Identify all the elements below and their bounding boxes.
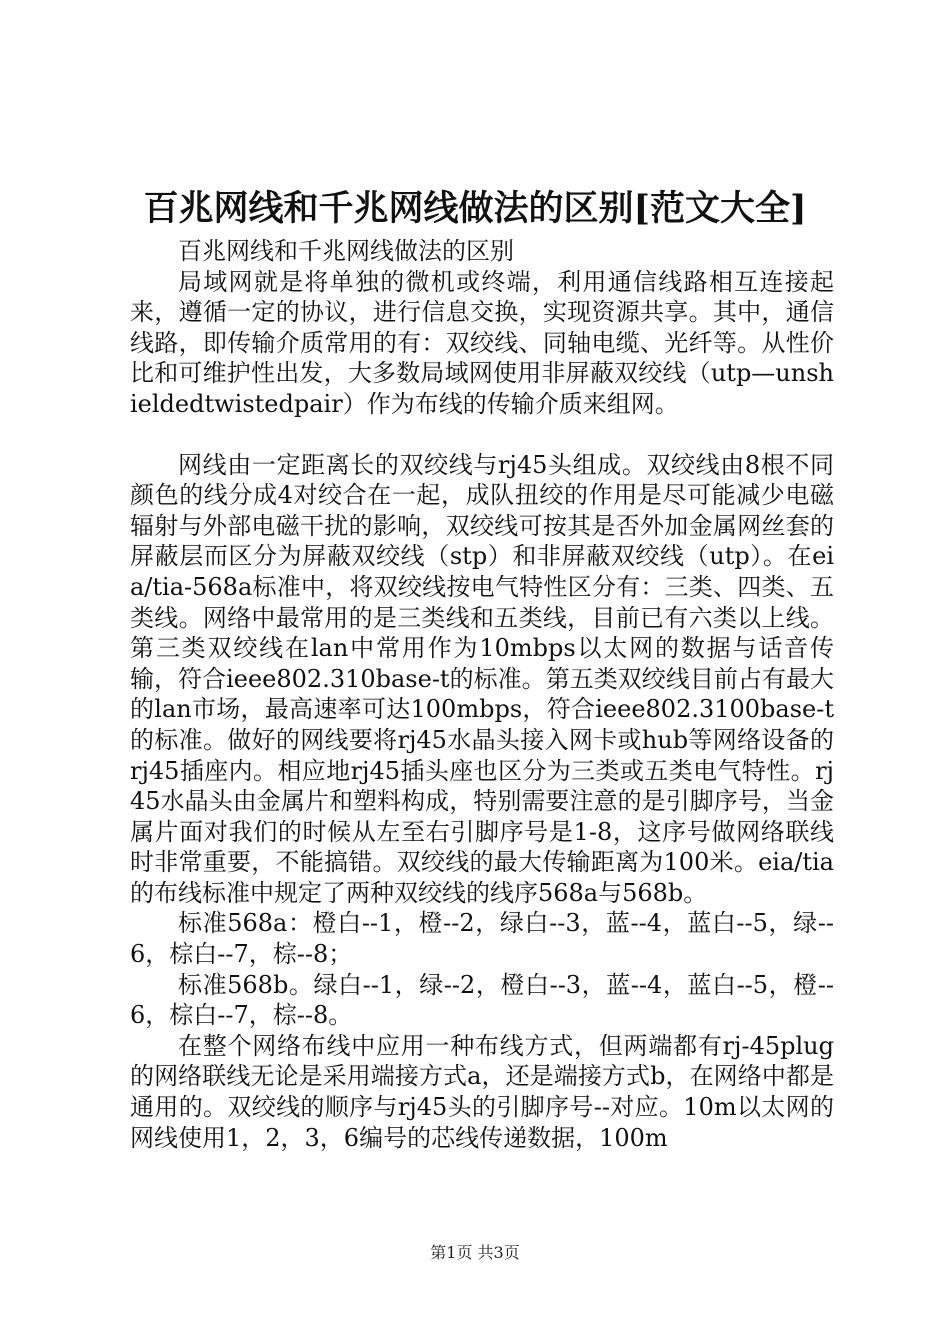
paragraph-568b: 标准568b。绿白--1，绿--2，橙白--3，蓝--4，蓝白--5，橙--6，棕白--7，棕--8。 bbox=[130, 970, 834, 1030]
paragraph-subtitle: 百兆网线和千兆网线做法的区别 bbox=[178, 237, 514, 265]
paragraph-wiring-usage: 在整个网络布线中应用一种布线方式，但两端都有rj-45plug的网络联线无论是采用端接方式a，还是端接方式b，在网络中都是通用的。双绞线的顺序与rj45头的引脚序号--对应。10m以太网的网线使用1，2，3，6编号的芯线传递数据，100m bbox=[130, 1031, 834, 1152]
page-footer: 第1页 共3页 bbox=[430, 1243, 520, 1262]
document-body bbox=[130, 236, 834, 1153]
paragraph-cable-details: 网线由一定距离长的双绞线与rj45头组成。双绞线由8根不同颜色的线分成4对绞合在一起，成队扭绞的作用是尽可能减少电磁辐射与外部电磁干扰的影响，双绞线可按其是否外加金属网丝套的屏蔽层而区分为屏蔽双绞线（stp）和非屏蔽双绞线（utp）。在eia/tia-568a标准中，将双绞线按电气特性区分有：三类、四类、五类线。网络中最常用的是三类线和五类线，目前已有六类以上线。第三类双绞线在lan中常用作为10mbps以太网的数据与话音传输，符合ieee802.310base-t的标准。第五类双绞线目前占有最大的lan市场，最高速率可达100mbps，符合ieee802.3100base-t的标准。做好的网线要将rj45水晶头接入网卡或hub等网络设备的rj45插座内。相应地rj45插头座也区分为三类或五类电气特性。rj45水晶头由金属片和塑料构成，特别需要注意的是引脚序号，当金属片面对我们的时候从左至右引脚序号是1-8，这序号做网络联线时非常重要，不能搞错。双绞线的最大传输距离为100米。eia/tia的布线标准中规定了两种双绞线的线序568a与568b。 bbox=[130, 450, 834, 907]
document-title: 百兆网线和千兆网线做法的区别[范文大全] bbox=[143, 188, 807, 229]
paragraph-lan-intro: 局域网就是将单独的微机或终端，利用通信线路相互连接起来，遵循一定的协议，进行信息交换，实现资源共享。其中，通信线路，即传输介质常用的有：双绞线、同轴电缆、光纤等。从性价比和可维护性出发，大多数局域网使用非屏蔽双绞线（utp—unshieldedtwistedpair）作为布线的传输介质来组网。 bbox=[130, 267, 834, 418]
paragraph-568a: 标准568a：橙白--1，橙--2，绿白--3，蓝--4，蓝白--5，绿--6，棕白--7，棕--8； bbox=[130, 909, 834, 969]
